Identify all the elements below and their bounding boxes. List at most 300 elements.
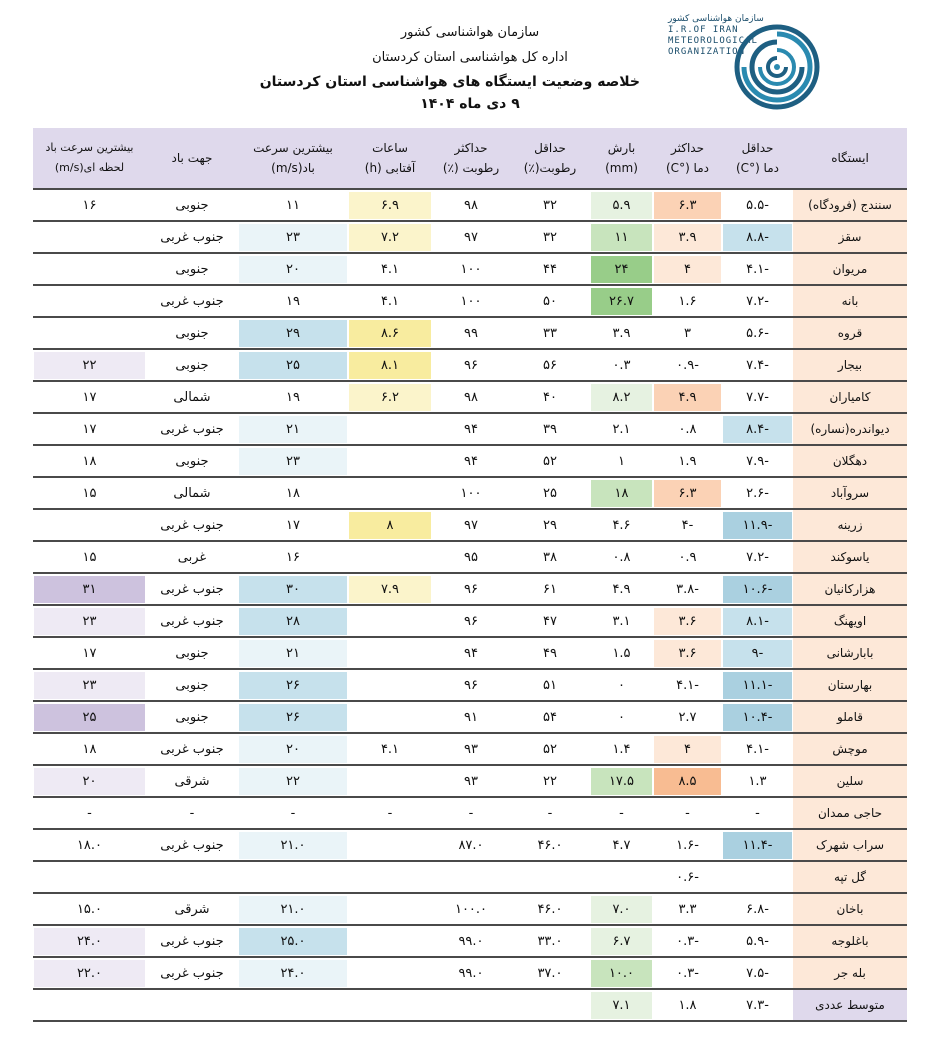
table-row bbox=[33, 221, 907, 253]
value-rain: ۲۶.۷ bbox=[591, 288, 652, 315]
value-sun bbox=[349, 640, 431, 667]
cell-wmax bbox=[238, 605, 348, 637]
value-sun bbox=[349, 544, 431, 571]
value-wmax: ۲۰ bbox=[239, 736, 347, 763]
value-sun bbox=[349, 832, 431, 859]
station-name: سنندج (فرودگاه) bbox=[793, 189, 907, 221]
col-header-gust: بیشترین سرعت باد لحظه ای(m/s) bbox=[33, 128, 146, 189]
value-wmax bbox=[239, 864, 347, 891]
value-gust bbox=[34, 288, 145, 315]
organization-logo bbox=[660, 10, 830, 105]
value-sun bbox=[349, 416, 431, 443]
cell-wdir bbox=[146, 189, 238, 221]
value-wmax bbox=[239, 992, 347, 1019]
value-hmax bbox=[433, 864, 509, 891]
value-rain: - bbox=[619, 805, 624, 821]
cell-wmax bbox=[238, 253, 348, 285]
value-rain: ۰ bbox=[618, 677, 625, 693]
table-row bbox=[33, 765, 907, 797]
cell-wmax bbox=[238, 893, 348, 925]
cell-rain bbox=[590, 381, 653, 413]
cell-wdir bbox=[146, 541, 238, 573]
value-rain: ۱۷.۵ bbox=[591, 768, 652, 795]
value-sun: ۴.۱ bbox=[380, 741, 400, 757]
org-name: سازمان هواشناسی کشور bbox=[400, 25, 540, 40]
value-hmax: ۹۸ bbox=[464, 197, 478, 213]
cell-rain bbox=[590, 253, 653, 285]
cell-hmin bbox=[510, 573, 590, 605]
cell-tmax bbox=[653, 797, 722, 829]
value-wdir: شرقی bbox=[174, 901, 210, 917]
cell-hmax bbox=[432, 701, 510, 733]
value-tmin: -۷.۲ bbox=[746, 293, 769, 309]
col-header-hmin: حداقل رطوبت(٪) bbox=[510, 128, 590, 189]
cell-wmax bbox=[238, 765, 348, 797]
value-tmin: -۱۱.۹ bbox=[723, 512, 792, 539]
cell-sun bbox=[348, 381, 432, 413]
value-sun bbox=[349, 704, 431, 731]
value-wdir: شمالی bbox=[173, 389, 211, 405]
cell-rain bbox=[590, 477, 653, 509]
cell-hmax bbox=[432, 413, 510, 445]
cell-tmin bbox=[722, 253, 793, 285]
cell-rain bbox=[590, 733, 653, 765]
value-hmax: ۸۷.۰ bbox=[458, 837, 484, 853]
cell-rain bbox=[590, 317, 653, 349]
value-hmax: ۹۵ bbox=[464, 549, 478, 565]
cell-wdir bbox=[146, 861, 238, 893]
value-wmax: ۲۶ bbox=[239, 704, 347, 731]
cell-tmax bbox=[653, 285, 722, 317]
value-sun: ۸.۱ bbox=[349, 352, 431, 379]
value-tmax: ۳ bbox=[684, 325, 691, 341]
cell-tmin bbox=[722, 765, 793, 797]
value-sun: ۷.۹ bbox=[349, 576, 431, 603]
value-hmax: ۹۸ bbox=[464, 389, 478, 405]
cell-rain bbox=[590, 605, 653, 637]
value-gust: ۲۲ bbox=[34, 352, 145, 379]
value-wmax: ۲۸ bbox=[239, 608, 347, 635]
value-gust: ۲۳ bbox=[34, 672, 145, 699]
value-tmax: ۱.۸ bbox=[678, 997, 697, 1013]
cell-tmax bbox=[653, 861, 722, 893]
cell-hmin bbox=[510, 989, 590, 1021]
cell-wmax bbox=[238, 413, 348, 445]
cell-tmin bbox=[722, 413, 793, 445]
value-rain: ۰ bbox=[618, 709, 625, 725]
value-gust bbox=[34, 256, 145, 283]
cell-wdir bbox=[146, 413, 238, 445]
value-wdir: جنوبی bbox=[175, 357, 209, 373]
cell-sun bbox=[348, 189, 432, 221]
cell-tmax bbox=[653, 957, 722, 989]
cell-wmax bbox=[238, 317, 348, 349]
table-row bbox=[33, 829, 907, 861]
cell-gust bbox=[33, 509, 146, 541]
value-wmax: ۱۱ bbox=[286, 197, 300, 213]
value-tmax: ۶.۳ bbox=[654, 480, 721, 507]
value-gust: ۲۰ bbox=[34, 768, 145, 795]
cell-tmax bbox=[653, 925, 722, 957]
value-wdir: جنوب غربی bbox=[160, 613, 224, 629]
cell-hmax bbox=[432, 893, 510, 925]
value-wdir: جنوبی bbox=[175, 677, 209, 693]
value-tmax: - bbox=[685, 805, 690, 821]
value-sun: ۷.۲ bbox=[349, 224, 431, 251]
cell-tmin bbox=[722, 925, 793, 957]
value-rain: ۱ bbox=[618, 453, 625, 469]
value-hmax: ۹۶ bbox=[464, 613, 478, 629]
cell-tmax bbox=[653, 637, 722, 669]
cell-gust bbox=[33, 989, 146, 1021]
value-tmax: ۳.۶ bbox=[654, 608, 721, 635]
station-name: قروه bbox=[793, 317, 907, 349]
cell-gust bbox=[33, 381, 146, 413]
value-tmax: ۴.۹ bbox=[654, 384, 721, 411]
station-name: سقز bbox=[793, 221, 907, 253]
value-rain bbox=[591, 864, 652, 891]
value-gust: ۱۵.۰ bbox=[76, 901, 103, 917]
cell-tmin bbox=[722, 861, 793, 893]
station-name: موچش bbox=[793, 733, 907, 765]
cell-sun bbox=[348, 413, 432, 445]
value-wdir: جنوب غربی bbox=[160, 741, 224, 757]
value-hmax: ۱۰۰.۰ bbox=[454, 901, 488, 917]
cell-hmax bbox=[432, 285, 510, 317]
station-name: سلین bbox=[793, 765, 907, 797]
value-wdir: جنوب غربی bbox=[160, 933, 224, 949]
value-tmax: -۱.۶ bbox=[676, 837, 699, 853]
value-tmax: ۰.۹ bbox=[678, 549, 697, 565]
cell-hmin bbox=[510, 349, 590, 381]
cell-tmax bbox=[653, 381, 722, 413]
cell-wdir bbox=[146, 285, 238, 317]
cell-hmin bbox=[510, 797, 590, 829]
cell-rain bbox=[590, 861, 653, 893]
cell-tmin bbox=[722, 285, 793, 317]
value-hmin: ۳۷.۰ bbox=[537, 965, 563, 981]
cell-wdir bbox=[146, 381, 238, 413]
cell-sun bbox=[348, 989, 432, 1021]
cell-wdir bbox=[146, 477, 238, 509]
value-wmax: ۲۲ bbox=[239, 768, 347, 795]
cell-wmax bbox=[238, 701, 348, 733]
table-row bbox=[33, 381, 907, 413]
table-row bbox=[33, 189, 907, 221]
value-hmin: - bbox=[547, 805, 553, 821]
cell-wmax bbox=[238, 189, 348, 221]
value-sun: ۴.۱ bbox=[380, 293, 400, 309]
cell-wdir bbox=[146, 701, 238, 733]
table-body bbox=[33, 189, 907, 1021]
value-rain: ۱۱ bbox=[591, 224, 652, 251]
cell-tmax bbox=[653, 541, 722, 573]
value-hmax: ۹۶ bbox=[464, 357, 478, 373]
value-tmin: -۷.۳ bbox=[746, 997, 769, 1013]
value-hmax: ۱۰۰ bbox=[460, 261, 482, 277]
logo-spiral-icon bbox=[730, 20, 825, 110]
value-hmin: ۳۹ bbox=[543, 421, 557, 437]
cell-gust bbox=[33, 925, 146, 957]
value-hmin: ۳۲ bbox=[543, 197, 557, 213]
value-wmax: ۲۶ bbox=[239, 672, 347, 699]
cell-sun bbox=[348, 317, 432, 349]
value-rain: ۷.۱ bbox=[591, 992, 652, 1019]
value-hmin: ۵۰ bbox=[543, 293, 557, 309]
dept-name: اداره کل هواشناسی استان کردستان bbox=[372, 50, 568, 65]
cell-wdir bbox=[146, 797, 238, 829]
value-hmin: ۴۷ bbox=[543, 613, 557, 629]
value-gust: ۱۷ bbox=[82, 389, 97, 405]
value-tmin: ۱.۳ bbox=[748, 773, 767, 789]
value-wdir: شمالی bbox=[173, 485, 211, 501]
table-row bbox=[33, 957, 907, 989]
value-hmin: ۴۶.۰ bbox=[537, 837, 563, 853]
value-tmin: -۸.۴ bbox=[723, 416, 792, 443]
value-hmin: ۴۰ bbox=[543, 389, 557, 405]
value-tmax: ۳.۶ bbox=[654, 640, 721, 667]
cell-wdir bbox=[146, 893, 238, 925]
value-sun: ۴.۱ bbox=[380, 261, 400, 277]
cell-hmax bbox=[432, 381, 510, 413]
value-sun: - bbox=[387, 805, 393, 821]
cell-wmax bbox=[238, 669, 348, 701]
cell-hmin bbox=[510, 637, 590, 669]
value-tmin: -۸.۸ bbox=[723, 224, 792, 251]
value-hmax: ۹۳ bbox=[464, 741, 478, 757]
station-name: هزارکانیان bbox=[793, 573, 907, 605]
cell-hmin bbox=[510, 733, 590, 765]
value-wmax: ۲۹ bbox=[239, 320, 347, 347]
table-row bbox=[33, 413, 907, 445]
col-header-hmax: حداکثر رطوبت (٪) bbox=[432, 128, 510, 189]
cell-gust bbox=[33, 829, 146, 861]
station-name: سراب شهرک bbox=[793, 829, 907, 861]
cell-rain bbox=[590, 349, 653, 381]
cell-hmin bbox=[510, 221, 590, 253]
cell-rain bbox=[590, 957, 653, 989]
cell-sun bbox=[348, 477, 432, 509]
value-sun bbox=[349, 864, 431, 891]
station-name: دهگلان bbox=[793, 445, 907, 477]
cell-wdir bbox=[146, 349, 238, 381]
cell-hmin bbox=[510, 701, 590, 733]
cell-rain bbox=[590, 893, 653, 925]
value-tmax: -۰.۳ bbox=[676, 933, 699, 949]
value-gust: - bbox=[87, 805, 92, 821]
cell-wdir bbox=[146, 765, 238, 797]
station-name: کامیاران bbox=[793, 381, 907, 413]
station-name: زرینه bbox=[793, 509, 907, 541]
cell-tmin bbox=[722, 605, 793, 637]
value-tmax: ۸.۵ bbox=[654, 768, 721, 795]
cell-rain bbox=[590, 925, 653, 957]
cell-wmax bbox=[238, 797, 348, 829]
value-wdir: جنوبی bbox=[175, 197, 209, 213]
cell-tmax bbox=[653, 477, 722, 509]
cell-gust bbox=[33, 701, 146, 733]
cell-sun bbox=[348, 605, 432, 637]
cell-gust bbox=[33, 957, 146, 989]
cell-tmin bbox=[722, 797, 793, 829]
col-header-station: ایستگاه bbox=[793, 128, 907, 189]
value-tmin: -۷.۲ bbox=[746, 549, 769, 565]
value-wmax: ۱۶ bbox=[286, 549, 300, 565]
value-rain: ۳.۹ bbox=[612, 325, 631, 341]
cell-hmin bbox=[510, 509, 590, 541]
value-hmin: ۲۲ bbox=[543, 773, 557, 789]
value-tmax: ۱.۶ bbox=[678, 293, 697, 309]
station-name: بانه bbox=[793, 285, 907, 317]
cell-tmin bbox=[722, 349, 793, 381]
cell-tmax bbox=[653, 989, 722, 1021]
cell-tmin bbox=[722, 381, 793, 413]
value-tmin bbox=[723, 864, 792, 891]
cell-tmin bbox=[722, 989, 793, 1021]
station-name: قاملو bbox=[793, 701, 907, 733]
value-tmin: -۷.۴ bbox=[746, 357, 769, 373]
value-hmax: ۱۰۰ bbox=[460, 485, 482, 501]
table-row bbox=[33, 925, 907, 957]
cell-tmax bbox=[653, 605, 722, 637]
cell-rain bbox=[590, 413, 653, 445]
cell-hmax bbox=[432, 349, 510, 381]
value-rain: ۱.۵ bbox=[612, 645, 631, 661]
value-wmax: ۲۳ bbox=[239, 448, 347, 475]
cell-gust bbox=[33, 733, 146, 765]
cell-tmax bbox=[653, 893, 722, 925]
value-rain: ۱.۴ bbox=[612, 741, 631, 757]
table-row bbox=[33, 541, 907, 573]
value-hmin bbox=[511, 992, 589, 1019]
value-wdir: شرقی bbox=[174, 773, 210, 789]
cell-wdir bbox=[146, 253, 238, 285]
cell-hmin bbox=[510, 765, 590, 797]
cell-gust bbox=[33, 221, 146, 253]
cell-gust bbox=[33, 413, 146, 445]
value-tmin: -۴.۱ bbox=[746, 261, 769, 277]
cell-tmin bbox=[722, 637, 793, 669]
value-wmax: ۲۱ bbox=[239, 640, 347, 667]
value-hmin: ۳۲ bbox=[543, 229, 557, 245]
value-hmax: ۹۶ bbox=[464, 677, 478, 693]
table-row bbox=[33, 285, 907, 317]
value-tmin: -۶.۸ bbox=[746, 901, 769, 917]
value-sun: ۸ bbox=[349, 512, 431, 539]
value-hmin: ۴۹ bbox=[543, 645, 557, 661]
cell-gust bbox=[33, 861, 146, 893]
value-hmax bbox=[433, 992, 509, 1019]
value-gust: ۳۱ bbox=[34, 576, 145, 603]
cell-wdir bbox=[146, 925, 238, 957]
value-rain: ۷.۰ bbox=[591, 896, 652, 923]
value-gust bbox=[34, 864, 145, 891]
value-hmin: ۵۲ bbox=[543, 453, 557, 469]
value-tmax: -۰.۳ bbox=[676, 965, 699, 981]
value-wmax: ۱۸ bbox=[286, 485, 300, 501]
col-header-tmin: حداقل دما (°C) bbox=[722, 128, 793, 189]
table-row bbox=[33, 893, 907, 925]
station-name: بابارشانی bbox=[793, 637, 907, 669]
cell-gust bbox=[33, 349, 146, 381]
station-name: گل تپه bbox=[793, 861, 907, 893]
cell-wdir bbox=[146, 221, 238, 253]
value-wmax: ۲۰ bbox=[239, 256, 347, 283]
cell-wdir bbox=[146, 957, 238, 989]
cell-gust bbox=[33, 573, 146, 605]
value-wmax: ۱۹ bbox=[286, 293, 300, 309]
value-wmax: ۳۰ bbox=[239, 576, 347, 603]
value-sun bbox=[349, 448, 431, 475]
cell-wdir bbox=[146, 829, 238, 861]
cell-wdir bbox=[146, 637, 238, 669]
cell-gust bbox=[33, 765, 146, 797]
value-tmax: -۰.۶ bbox=[676, 869, 699, 885]
cell-sun bbox=[348, 637, 432, 669]
cell-rain bbox=[590, 637, 653, 669]
cell-sun bbox=[348, 509, 432, 541]
cell-rain bbox=[590, 509, 653, 541]
value-rain: ۴.۹ bbox=[612, 581, 631, 597]
value-gust: ۱۷ bbox=[82, 645, 97, 661]
value-hmax: - bbox=[468, 805, 474, 821]
value-tmax: ۳.۹ bbox=[654, 224, 721, 251]
value-wdir bbox=[147, 992, 237, 1019]
cell-gust bbox=[33, 605, 146, 637]
cell-gust bbox=[33, 285, 146, 317]
value-rain: ۲۴ bbox=[591, 256, 652, 283]
cell-hmax bbox=[432, 957, 510, 989]
cell-sun bbox=[348, 349, 432, 381]
value-tmax: ۰.۸ bbox=[678, 421, 697, 437]
cell-hmin bbox=[510, 445, 590, 477]
cell-sun bbox=[348, 701, 432, 733]
value-tmin: -۱۱.۴ bbox=[723, 832, 792, 859]
value-sun: ۶.۲ bbox=[349, 384, 431, 411]
cell-tmin bbox=[722, 669, 793, 701]
cell-sun bbox=[348, 893, 432, 925]
station-name: مریوان bbox=[793, 253, 907, 285]
value-wdir: جنوبی bbox=[175, 453, 209, 469]
weather-table bbox=[33, 128, 907, 1022]
col-header-wdir: جهت باد bbox=[146, 128, 238, 189]
value-rain: ۰.۳ bbox=[612, 357, 631, 373]
cell-hmax bbox=[432, 317, 510, 349]
cell-rain bbox=[590, 285, 653, 317]
cell-wmax bbox=[238, 509, 348, 541]
cell-hmax bbox=[432, 733, 510, 765]
cell-rain bbox=[590, 541, 653, 573]
report-titles bbox=[259, 20, 640, 113]
value-gust: ۱۵ bbox=[82, 485, 97, 501]
value-tmin: -۷.۹ bbox=[746, 453, 769, 469]
cell-tmax bbox=[653, 733, 722, 765]
cell-wdir bbox=[146, 605, 238, 637]
table-row bbox=[33, 605, 907, 637]
cell-hmax bbox=[432, 637, 510, 669]
col-header-tmax: حداکثر دما (°C) bbox=[653, 128, 722, 189]
value-wdir: جنوب غربی bbox=[160, 517, 224, 533]
cell-hmax bbox=[432, 445, 510, 477]
cell-hmin bbox=[510, 893, 590, 925]
value-hmin: ۲۵ bbox=[543, 485, 557, 501]
cell-wmax bbox=[238, 285, 348, 317]
cell-gust bbox=[33, 317, 146, 349]
value-tmin: -۷.۵ bbox=[746, 965, 769, 981]
cell-wmax bbox=[238, 733, 348, 765]
cell-hmin bbox=[510, 381, 590, 413]
table-row bbox=[33, 637, 907, 669]
